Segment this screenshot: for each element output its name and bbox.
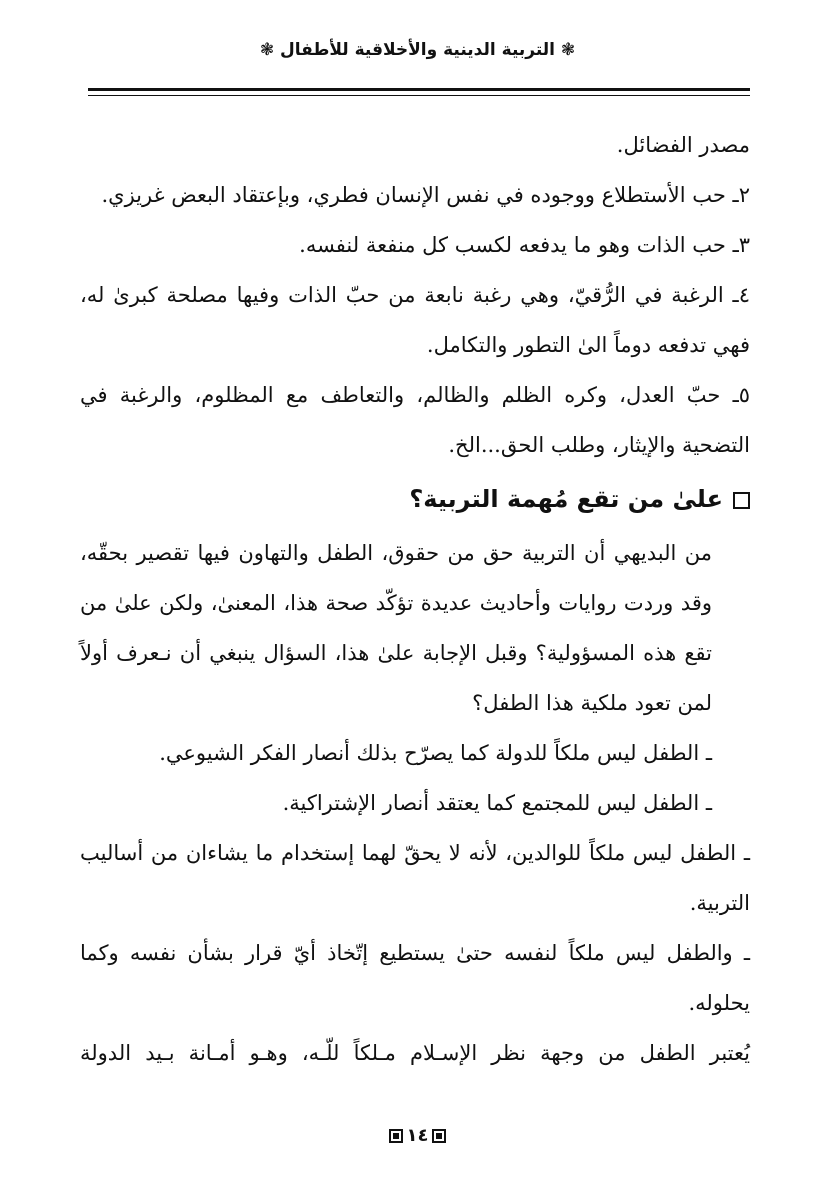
paragraph: من البديهي أن التربية حق من حقوق، الطفل والتهاون فيها تقصير بحقّه، وقد وردت روايات وأحاديث عديدة تؤكّد صحة هذا، المعنىٰ، ولكن علىٰ من تقع هذه المسؤولية؟ وقبل الإجابة علىٰ هذا، السؤال ينبغي أن نـعرف أولاً لمن تعود ملكية هذا الطفل؟ <box>80 541 712 715</box>
header-rule-thick <box>88 88 750 91</box>
page-number: ١٤ <box>406 1125 429 1146</box>
paragraph: ٥ـ حبّ العدل، وكره الظلم والظالم، والتعاطف مع المظلوم، والرغبة في التضحية والإيثار، وطلب الحق...الخ. <box>80 383 750 457</box>
list-item: ـ الطفل ليس للمجتمع كما يعتقد أنصار الإشتراكية. <box>282 791 712 815</box>
running-title: ❃ التربية الدينية والأخلاقية للأطفال ❃ <box>259 40 576 60</box>
paragraph: مصدر الفضائل. <box>616 133 750 157</box>
page-body <box>80 120 750 1078</box>
header-rule-thin <box>88 95 750 96</box>
section-heading <box>80 470 750 528</box>
list-item: ـ والطفل ليس ملكاً لنفسه حتىٰ يستطيع إتّخاذ أيّ قرار بشأن نفسه وكما يحلوله. <box>80 941 750 1015</box>
paragraph: يُعتبر الطفل من وجهة نظر الإسـلام مـلكاً للّـه، وهـو أمـانة بـيد الدولة <box>80 1041 750 1065</box>
paragraph: ٢ـ حب الأستطلاع ووجوده في نفس الإنسان فطري، وبإعتقاد البعض غريزي. <box>101 183 750 207</box>
paragraph: ٣ـ حب الذات وهو ما يدفعه لكسب كل منفعة لنفسه. <box>299 233 750 257</box>
square-bullet-icon <box>733 492 750 509</box>
list-item: ـ الطفل ليس ملكاً للدولة كما يصرّح بذلك أنصار الفكر الشيوعي. <box>159 741 712 765</box>
list-item: ـ الطفل ليس ملكاً للوالدين، لأنه لا يحقّ لهما إستخدام ما يشاءان من أساليب التربية. <box>80 841 750 915</box>
page-footer <box>0 1125 835 1146</box>
square-ornament-icon <box>389 1129 403 1143</box>
section-heading-text: علىٰ من تقع مُهمة التربية؟ <box>409 485 723 513</box>
square-ornament-icon <box>432 1129 446 1143</box>
paragraph: ٤ـ الرغبة في الرُّقيّ، وهي رغبة نابعة من حبّ الذات وفيها مصلحة كبرىٰ له، فهي تدفعه دوماً الىٰ التطور والتكامل. <box>80 283 750 357</box>
